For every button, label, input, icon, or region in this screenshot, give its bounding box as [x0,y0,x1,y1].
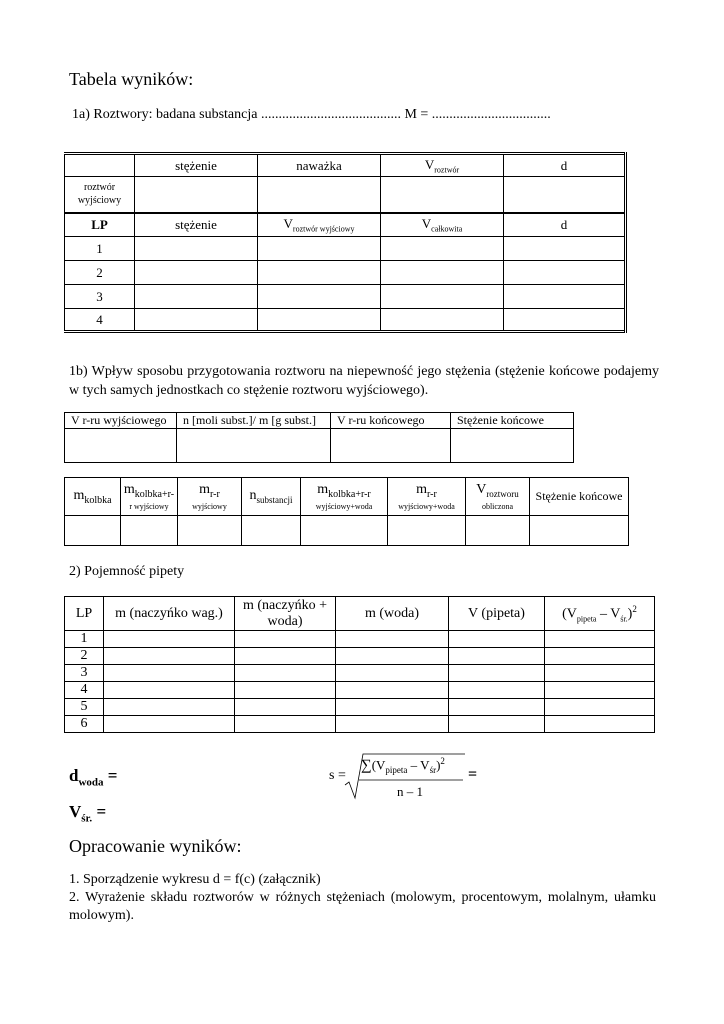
cell-empty [65,154,135,177]
table-cell[interactable] [449,699,545,716]
table-cell[interactable] [336,648,449,665]
row-number: 3 [65,285,135,309]
stock-solution-label: roztwór wyjściowy [65,177,135,213]
formula-numerator: $\sum(V_{pipeta} - V_{śr})^2$ [361,756,445,775]
table-cell[interactable] [504,237,626,261]
header-stezenie-koncowe-b: Stężenie końcowe [530,478,629,516]
table-cell[interactable] [258,237,381,261]
table-1b-b [64,477,629,546]
row-number: 6 [65,716,104,733]
table-cell[interactable] [336,716,449,733]
d-woda-label: $d_{woda}$ = [69,766,118,789]
table-cell[interactable] [336,699,449,716]
section-2-label: 2) Pojemność pipety [69,564,185,579]
table-cell[interactable] [65,516,121,546]
page-title: Tabela wyników: [69,69,194,89]
table-cell[interactable] [545,665,655,682]
table-cell[interactable] [135,261,258,285]
header-v-rru-wyjsciowego: V r-ru wyjściowego [65,413,177,429]
table-cell[interactable] [381,177,504,213]
row-number: 1 [65,631,104,648]
table-cell[interactable] [178,516,242,546]
table-cell[interactable] [235,631,336,648]
table-cell[interactable] [381,261,504,285]
header-m-kolbka-rr-woda: $m_{kolbka+r-r}$ wyjściowy+woda [301,478,388,516]
table-cell[interactable] [104,699,235,716]
table-cell[interactable] [235,648,336,665]
table-cell[interactable] [301,516,388,546]
header-stezenie: stężenie [135,154,258,177]
section-1a-label: 1a) Roztwory: badana substancja ........................................ M = .................................. [72,107,551,122]
header-m-rr: $m_{r-r}$ wyjściowy [178,478,242,516]
table-cell[interactable] [449,631,545,648]
table-1b-a [64,412,574,463]
table-cell[interactable] [135,285,258,309]
section-1b-text: 1b) Wpływ sposobu przygotowania roztworu na niepewność jego stężenia (stężenie końcowe podajemy w tych samych jednostkach co stężenie roztworu wyjściowego). [69,364,659,398]
table-cell[interactable] [449,665,545,682]
table-cell[interactable] [449,648,545,665]
row-number: 3 [65,665,104,682]
table-cell[interactable] [466,516,530,546]
header-m-rr-woda: $m_{r-r}$ wyjściowy+woda [388,478,466,516]
table-cell[interactable] [336,682,449,699]
table-cell[interactable] [504,177,626,213]
v-sr-label: $V_{śr.}$ = [69,802,107,825]
header-d: d [504,154,626,177]
table-cell[interactable] [545,631,655,648]
table-cell[interactable] [258,285,381,309]
header-lp: LP [65,213,135,237]
table-cell[interactable] [336,631,449,648]
table-cell[interactable] [65,429,177,463]
table-cell[interactable] [135,237,258,261]
table-cell[interactable] [135,177,258,213]
header-variance: $(V_{pipeta} - V_{śr.})^2$ [545,597,655,631]
row-number: 2 [65,648,104,665]
table-1a [64,152,627,333]
table-cell[interactable] [451,429,574,463]
header-d-2: d [504,213,626,237]
table-cell[interactable] [381,285,504,309]
opracowanie-title: Opracowanie wyników: [69,836,242,856]
formula-equals: = [468,766,478,783]
table-cell[interactable] [258,309,381,332]
header-v-roztwor: $V_{roztwór}$ [381,154,504,177]
header-v-rru-koncowego: V r-ru końcowego [331,413,451,429]
table-pipette [64,596,655,733]
header-v-calkowita: $V_{całkowita}$ [381,213,504,237]
table-cell[interactable] [104,631,235,648]
table-cell[interactable] [235,716,336,733]
header-stezenie-koncowe: Stężenie końcowe [451,413,574,429]
table-cell[interactable] [545,716,655,733]
header-v-pipeta: V (pipeta) [449,597,545,631]
row-number: 2 [65,261,135,285]
table-cell[interactable] [258,177,381,213]
table-cell[interactable] [104,648,235,665]
header-m-kolbka: $m_{kolbka}$ [65,478,121,516]
table-cell[interactable] [258,261,381,285]
table-cell[interactable] [545,648,655,665]
table-cell[interactable] [235,699,336,716]
header-stezenie-2: stężenie [135,213,258,237]
table-cell[interactable] [381,309,504,332]
table-cell[interactable] [235,665,336,682]
table-cell[interactable] [242,516,301,546]
header-nawazka: naważka [258,154,381,177]
table-cell[interactable] [235,682,336,699]
table-cell[interactable] [449,682,545,699]
table-cell[interactable] [104,682,235,699]
table-cell[interactable] [545,699,655,716]
opracowanie-item-1: 1. Sporządzenie wykresu d = f(c) (załącznik) [69,872,321,887]
table-cell[interactable] [504,285,626,309]
row-number: 4 [65,309,135,332]
table-cell[interactable] [381,237,504,261]
table-cell[interactable] [449,716,545,733]
row-number: 1 [65,237,135,261]
header-n-substancji: $n_{substancji}$ [242,478,301,516]
table-cell[interactable] [121,516,178,546]
header-m-naczynko-woda: m (naczyńko + woda) [235,597,336,631]
table-cell[interactable] [504,261,626,285]
table-cell[interactable] [388,516,466,546]
header-m-naczynko-wag: m (naczyńko wag.) [104,597,235,631]
table-cell[interactable] [530,516,629,546]
table-cell[interactable] [504,309,626,332]
row-number: 4 [65,682,104,699]
header-v-roztwor-wyjsciowy: $V_{roztwór wyjściowy}$ [258,213,381,237]
row-number: 5 [65,699,104,716]
table-cell[interactable] [135,309,258,332]
header-n-moli: n [moli subst.]/ m [g subst.] [177,413,331,429]
header-v-roztworu: $V_{roztworu}$ obliczona [466,478,530,516]
table-cell[interactable] [331,429,451,463]
table-cell[interactable] [545,682,655,699]
s-label: s = [329,768,346,783]
opracowanie-item-2: 2. Wyrażenie składu roztworów w różnych stężeniach (molowym, procentowym, molalnym, ułamku molowym). [69,890,656,923]
header-lp: LP [65,597,104,631]
table-cell[interactable] [177,429,331,463]
table-cell[interactable] [104,716,235,733]
table-cell[interactable] [336,665,449,682]
header-m-woda: m (woda) [336,597,449,631]
header-m-kolbka-rr: $m_{kolbka+r-}$ r wyjściowy [121,478,178,516]
formula-denominator: n – 1 [397,784,423,799]
table-cell[interactable] [104,665,235,682]
